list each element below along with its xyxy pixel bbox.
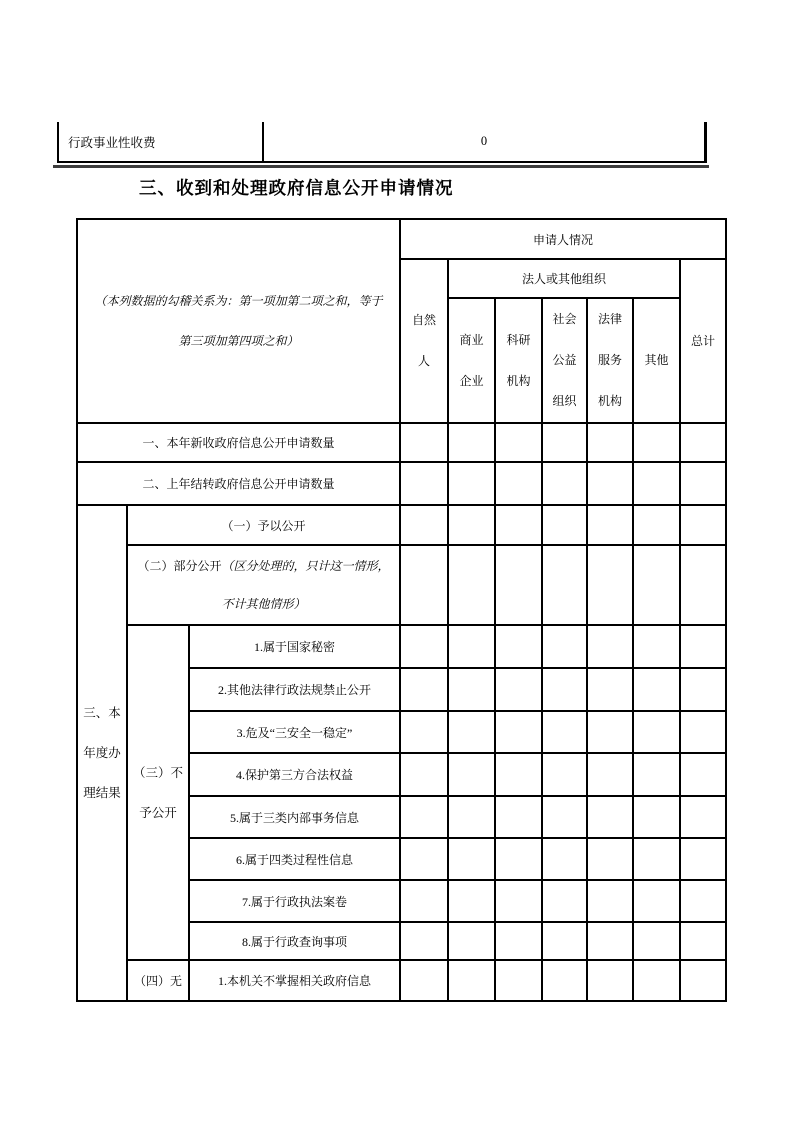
data-cell: [587, 753, 633, 796]
data-cell: [633, 838, 680, 880]
data-cell: [587, 960, 633, 1001]
data-cell: [680, 753, 726, 796]
data-cell: [400, 711, 448, 753]
table-row: [77, 625, 726, 668]
data-cell: [542, 922, 587, 960]
data-cell: [495, 625, 542, 668]
data-cell: [633, 423, 680, 462]
data-cell: [633, 880, 680, 922]
data-cell: [680, 796, 726, 838]
table-end-rule: [53, 165, 709, 168]
data-cell: [495, 922, 542, 960]
refused-item-2: 2.其他法律行政法规禁止公开: [189, 668, 400, 711]
data-cell: [495, 545, 542, 625]
data-cell: [587, 711, 633, 753]
data-cell: [633, 753, 680, 796]
data-cell: [542, 668, 587, 711]
data-cell: [495, 880, 542, 922]
data-cell: [680, 462, 726, 505]
data-cell: [400, 462, 448, 505]
data-cell: [587, 423, 633, 462]
header-business-enterprise: 商业企业: [448, 298, 495, 423]
data-cell: [633, 625, 680, 668]
data-cell: [495, 796, 542, 838]
fee-label: 行政事业性收费: [68, 135, 156, 150]
data-cell: [400, 423, 448, 462]
row-label-annual-results: 三、本年度办理结果: [77, 505, 127, 1001]
data-cell: [680, 960, 726, 1001]
table-row: [77, 423, 726, 462]
fee-value: 0: [480, 134, 488, 148]
data-cell: [448, 711, 495, 753]
data-cell: [633, 960, 680, 1001]
data-cell: [448, 668, 495, 711]
refused-item-6: 6.属于四类过程性信息: [189, 838, 400, 880]
header-legal-or-other-org: 法人或其他组织: [448, 259, 680, 298]
data-cell: [400, 880, 448, 922]
refused-item-8: 8.属于行政查询事项: [189, 922, 400, 960]
table-row: [77, 545, 726, 625]
data-cell: [448, 753, 495, 796]
data-cell: [400, 922, 448, 960]
data-cell: [542, 505, 587, 545]
data-cell: [633, 505, 680, 545]
data-cell: [680, 711, 726, 753]
data-cell: [542, 960, 587, 1001]
refused-item-1: 1.属于国家秘密: [189, 625, 400, 668]
refused-item-4: 4.保护第三方合法权益: [189, 753, 400, 796]
refused-item-3: 3.危及“三安全一稳定”: [189, 711, 400, 753]
data-cell: [587, 545, 633, 625]
data-cell: [448, 922, 495, 960]
data-cell: [680, 668, 726, 711]
none-item-1: 1.本机关不掌握相关政府信息: [189, 960, 400, 1001]
data-cell: [587, 922, 633, 960]
data-cell: [587, 880, 633, 922]
data-cell: [400, 753, 448, 796]
data-cell: [495, 462, 542, 505]
data-cell: [448, 838, 495, 880]
table-row: [77, 505, 726, 545]
row-label-none: （四）无: [127, 960, 189, 1001]
fee-table-fragment: [57, 122, 707, 163]
data-cell: [587, 625, 633, 668]
data-cell: [633, 711, 680, 753]
data-cell: [633, 462, 680, 505]
data-cell: [587, 505, 633, 545]
data-cell: [587, 462, 633, 505]
header-total: 总计: [680, 259, 726, 423]
data-cell: [542, 838, 587, 880]
stub-note-cell: [77, 219, 400, 423]
table-row: [77, 462, 726, 505]
data-cell: [495, 505, 542, 545]
refused-item-5: 5.属于三类内部事务信息: [189, 796, 400, 838]
header-applicant-situation: 申请人情况: [400, 219, 726, 259]
data-cell: [495, 668, 542, 711]
row-new-applications: 一、本年新收政府信息公开申请数量: [77, 423, 400, 462]
refused-item-7: 7.属于行政执法案卷: [189, 880, 400, 922]
row-label-partial: （二）部分公开（区分处理的，只计这一情形， 不计其他情形）: [127, 545, 400, 625]
data-cell: [633, 796, 680, 838]
data-cell: [495, 711, 542, 753]
data-cell: [448, 462, 495, 505]
data-cell: [542, 711, 587, 753]
data-cell: [495, 838, 542, 880]
row-carried-over: 二、上年结转政府信息公开申请数量: [77, 462, 400, 505]
data-cell: [495, 960, 542, 1001]
data-cell: [495, 423, 542, 462]
data-cell: [587, 668, 633, 711]
data-cell: [633, 545, 680, 625]
stub-note-line1: （本列数据的勾稽关系为：第一项加第二项之和，等于: [94, 294, 383, 308]
data-cell: [542, 753, 587, 796]
header-legal-service-org: 法律服务机构: [587, 298, 633, 423]
table-row: [77, 960, 726, 1001]
data-cell: [633, 668, 680, 711]
applications-table: [76, 218, 727, 1002]
data-cell: [587, 838, 633, 880]
header-other: 其他: [633, 298, 680, 423]
data-cell: [542, 796, 587, 838]
data-cell: [680, 545, 726, 625]
data-cell: [542, 462, 587, 505]
data-cell: [448, 423, 495, 462]
table-row: [77, 219, 726, 259]
data-cell: [680, 423, 726, 462]
data-cell: [680, 505, 726, 545]
data-cell: [400, 838, 448, 880]
header-social-welfare-org: 社会公益组织: [542, 298, 587, 423]
data-cell: [680, 838, 726, 880]
fee-value-cell: [264, 122, 704, 161]
data-cell: [400, 625, 448, 668]
header-research-institution: 科研机构: [495, 298, 542, 423]
data-cell: [400, 545, 448, 625]
data-cell: [542, 423, 587, 462]
data-cell: [448, 796, 495, 838]
data-cell: [400, 668, 448, 711]
data-cell: [542, 545, 587, 625]
data-cell: [448, 880, 495, 922]
data-cell: [587, 796, 633, 838]
header-natural-person: 自然人: [400, 259, 448, 423]
data-cell: [680, 922, 726, 960]
stub-note-line2: 第三项加第四项之和）: [178, 334, 299, 348]
data-cell: [400, 505, 448, 545]
data-cell: [400, 796, 448, 838]
row-label-refused: （三）不予公开: [127, 625, 189, 960]
data-cell: [448, 960, 495, 1001]
data-cell: [448, 505, 495, 545]
data-cell: [633, 922, 680, 960]
data-cell: [400, 960, 448, 1001]
data-cell: [448, 545, 495, 625]
data-cell: [448, 625, 495, 668]
data-cell: [680, 880, 726, 922]
data-cell: [542, 880, 587, 922]
section-title: 三、收到和处理政府信息公开申请情况: [139, 178, 454, 198]
data-cell: [680, 625, 726, 668]
data-cell: [495, 753, 542, 796]
fee-label-cell: [59, 122, 264, 161]
data-cell: [542, 625, 587, 668]
row-label-granted: （一）予以公开: [127, 505, 400, 545]
